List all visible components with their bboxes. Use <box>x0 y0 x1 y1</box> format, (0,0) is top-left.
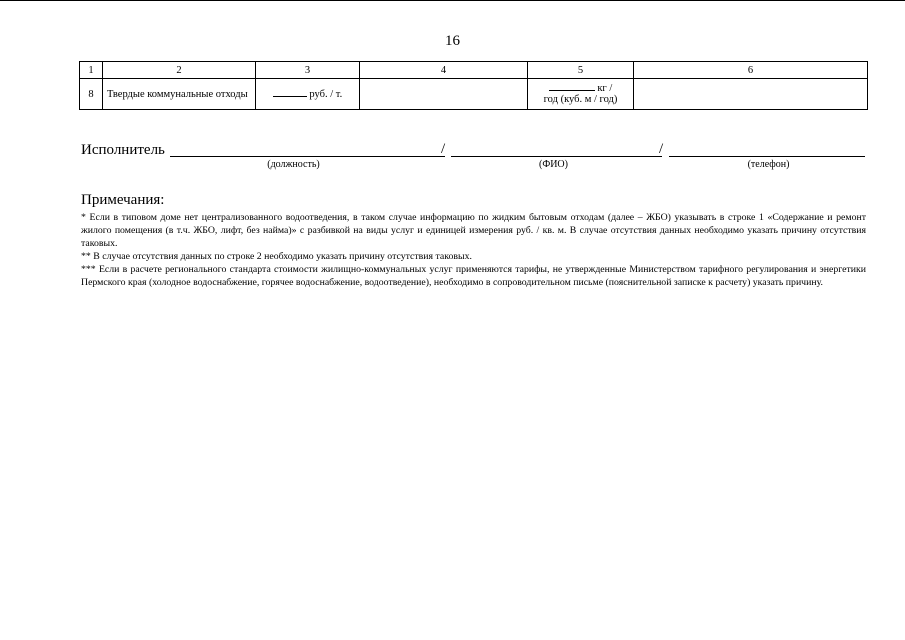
price-unit-cell <box>256 79 360 110</box>
header-cell: 6 <box>634 62 868 79</box>
header-cell: 5 <box>528 62 634 79</box>
name-caption: (ФИО) <box>538 159 568 170</box>
volume-unit-line2: год (куб. м / год) <box>543 94 618 105</box>
phone-caption: (телефон) <box>747 159 790 170</box>
executor-signature-block <box>81 140 871 174</box>
blank-line <box>549 90 595 91</box>
price-unit: руб. / т. <box>309 88 343 100</box>
separator-slash: / <box>441 141 446 157</box>
position-caption: (должность) <box>267 159 320 170</box>
note-item: * Если в типовом доме нет централизованного водоотведения, в таком случае информацию по жидким бытовым отходам (далее – ЖБО) указывать в строке 1 «Содержание и ремонт жилого помещения (в т.ч. ЖБО, лифт, без найма)» с разбивкой на виды услуг и единицей измерения руб. / кв. м. В случае отсутствия данных необходимо указать причину отсутствия таковых. <box>81 212 866 249</box>
top-border-line <box>0 0 905 1</box>
blank-line <box>273 96 307 97</box>
table-header-row <box>80 62 868 79</box>
position-line <box>170 156 445 157</box>
note-item: *** Если в расчете регионального стандарта стоимости жилищно-коммунальных услуг применяются тарифы, не утвержденные Министерством тарифного регулирования и энергетики Пермского края (холодное водоснабжение, горячее водоснабжение, водоотведение), необходимо в сопроводительном письме (пояснительной записке к расчету) указать причину. <box>81 264 866 288</box>
executor-label: Исполнитель <box>81 142 165 158</box>
notes-title: Примечания: <box>81 192 165 208</box>
volume-unit-line1: кг / <box>597 83 613 94</box>
notes-list <box>81 211 866 289</box>
row-col4 <box>360 79 528 110</box>
table-row <box>80 79 868 110</box>
row-col6 <box>634 79 868 110</box>
separator-slash: / <box>659 141 664 157</box>
header-cell: 3 <box>256 62 360 79</box>
header-cell: 2 <box>103 62 256 79</box>
data-table <box>79 61 868 110</box>
row-name: Твердые коммунальные отходы <box>103 79 256 110</box>
name-line <box>451 156 662 157</box>
phone-line <box>669 156 865 157</box>
header-cell: 1 <box>80 62 103 79</box>
volume-unit-cell <box>528 79 634 110</box>
page-number: 16 <box>445 33 460 49</box>
note-item: ** В случае отсутствия данных по строке 2 необходимо указать причину отсутствия таковых. <box>81 251 472 262</box>
header-cell: 4 <box>360 62 528 79</box>
row-number: 8 <box>80 79 103 110</box>
